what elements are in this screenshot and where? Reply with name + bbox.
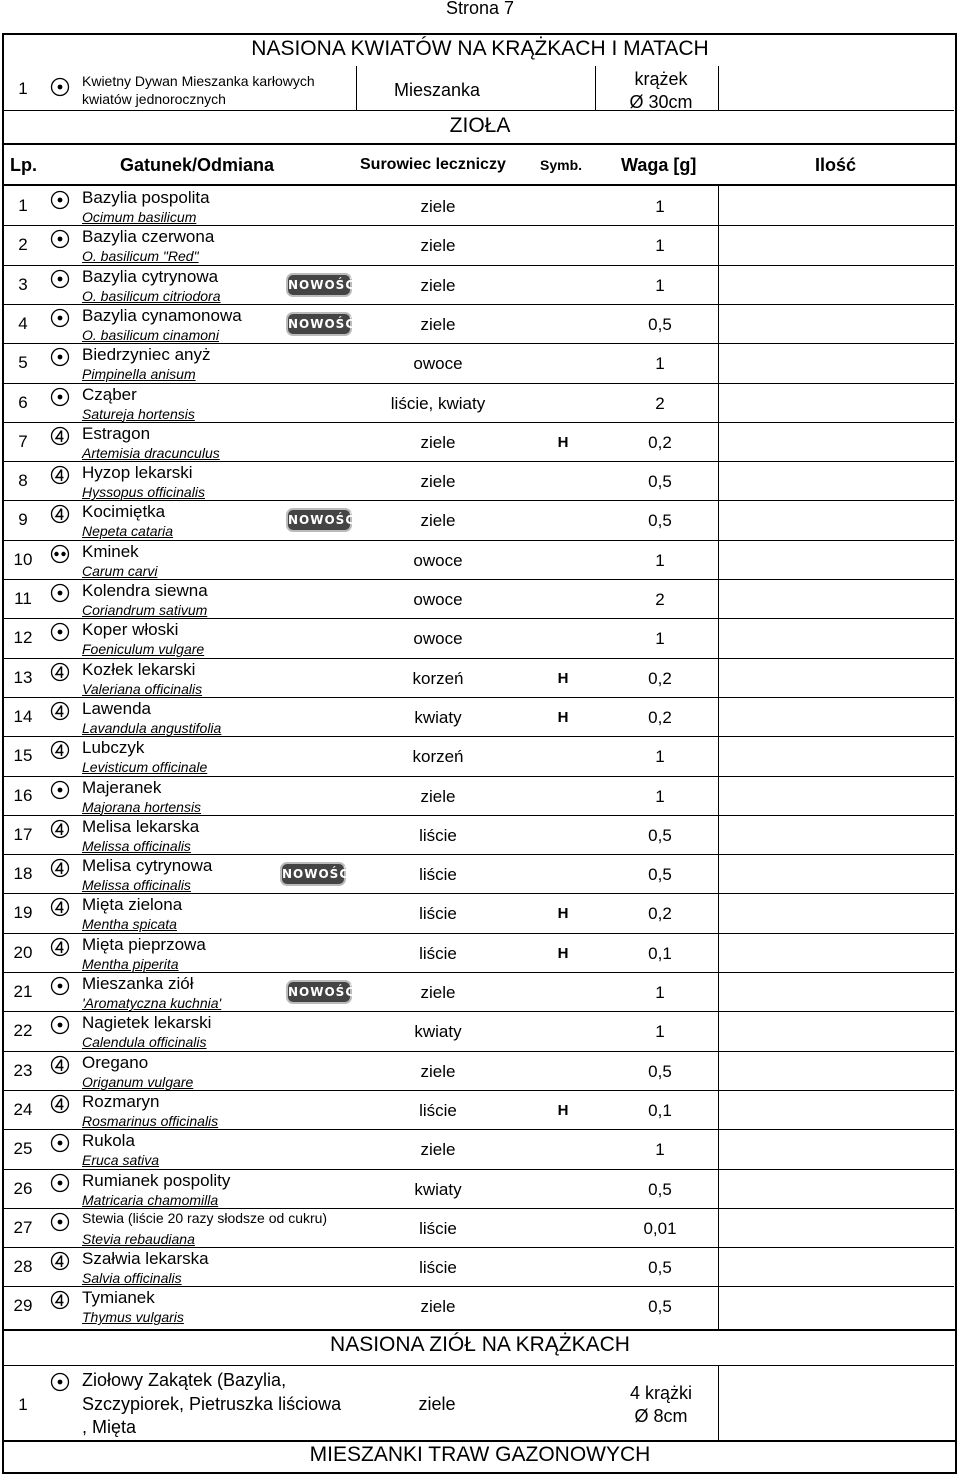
row-weight: 1: [655, 786, 665, 806]
annual-icon: [50, 387, 70, 407]
annual-icon: [50, 308, 70, 328]
row-lp: 23: [13, 1060, 33, 1080]
row-name: Lubczyk: [82, 738, 145, 758]
row-separator: [4, 383, 954, 384]
row-weight: 1: [655, 550, 665, 570]
row-weight: 1: [655, 629, 665, 649]
annual-icon: [50, 583, 70, 603]
herbs-section-title: ZIOŁA: [449, 114, 511, 137]
row-weight: 0,01: [643, 1218, 677, 1238]
row-separator: [4, 1011, 954, 1012]
new-badge: NOWOŚĆ: [286, 980, 352, 1004]
herb-discs-row-unit-line1: 4 krążki: [629, 1383, 692, 1403]
row-separator: [4, 461, 954, 462]
row-lp: 20: [13, 942, 33, 962]
annual-icon: [50, 190, 70, 210]
row-separator: [4, 1129, 954, 1130]
row-lp: 8: [18, 471, 28, 491]
row-lp: 2: [18, 235, 28, 255]
row-latin: Thymus vulgaris: [82, 1309, 184, 1326]
row-weight: 0,2: [648, 668, 672, 688]
herb-table-divider-left: [718, 186, 719, 1329]
flowers-divider-1: [356, 66, 357, 110]
row-weight: 1: [655, 1022, 665, 1042]
row-separator: [4, 815, 954, 816]
row-symb: H: [557, 944, 569, 962]
row-symb: H: [557, 905, 569, 923]
row-separator: [4, 265, 954, 266]
annual-icon: [50, 1173, 70, 1193]
row-latin: Valeriana officinalis: [82, 680, 203, 697]
row-part: ziele: [420, 786, 456, 806]
row-part: ziele: [420, 197, 456, 216]
row-weight: 0,5: [648, 472, 672, 492]
biennial-icon: [50, 544, 70, 564]
row-name: Oregano: [82, 1052, 149, 1072]
flowers-section-title: NASIONA KWIATÓW NA KRĄŻKACH I MATACH: [251, 37, 709, 60]
row-weight: 1: [655, 275, 665, 295]
row-lp: 15: [13, 746, 33, 766]
row-separator: [4, 972, 954, 973]
row-separator: [4, 933, 954, 934]
row-latin: Stevia rebaudiana: [82, 1230, 195, 1247]
herb-discs-row-unit: [596, 1382, 726, 1428]
row-separator: [4, 697, 954, 698]
row-name: Kminek: [82, 541, 139, 561]
row-part: owoce: [413, 550, 463, 570]
new-badge: NOWOŚĆ: [280, 862, 346, 886]
annual-icon: [50, 1015, 70, 1035]
row-name: Mięta zielona: [82, 895, 183, 915]
row-separator: [4, 893, 954, 894]
header-surowiec: Surowiec leczniczy: [360, 156, 506, 173]
annual-icon: [50, 347, 70, 367]
perennial-icon: [50, 1094, 70, 1114]
row-part: owoce: [413, 354, 463, 374]
annual-icon: [50, 229, 70, 249]
row-lp: 13: [13, 667, 33, 687]
row-lp: 6: [18, 392, 28, 412]
annual-icon: [50, 1372, 70, 1392]
page-number: Strona 7: [445, 0, 515, 18]
herb-discs-row-lp: 1: [18, 1395, 28, 1414]
row-name: Bazylia cytrynowa: [82, 266, 219, 286]
row-latin: O. basilicum cinamoni: [82, 326, 219, 343]
perennial-icon: [50, 504, 70, 524]
row-part: liście: [419, 1218, 457, 1238]
row-weight: 0,2: [648, 707, 672, 727]
row-separator: [4, 579, 954, 580]
row-part: ziele: [420, 432, 456, 452]
header-ilosc: Ilość: [815, 155, 857, 175]
row-part: kwiaty: [414, 707, 462, 727]
row-latin: Salvia officinalis: [82, 1270, 182, 1287]
herb-discs-row-part: ziele: [418, 1394, 456, 1414]
row-name: Lawenda: [82, 698, 152, 718]
row-part: ziele: [420, 314, 456, 334]
row-lp: 18: [13, 864, 33, 884]
perennial-icon: [50, 819, 70, 839]
perennial-icon: [50, 858, 70, 878]
row-lp: 12: [13, 628, 33, 648]
herb-discs-section-title: NASIONA ZIÓŁ NA KRĄŻKACH: [330, 1333, 630, 1356]
row-name: Rozmaryn: [82, 1091, 160, 1111]
row-weight: 0,2: [648, 432, 672, 452]
row-name: Stewia (liście 20 razy słodsze od cukru): [82, 1209, 328, 1226]
row-symb: H: [557, 1101, 569, 1119]
row-lp: 24: [13, 1099, 33, 1119]
row-latin: Mentha spicata: [82, 916, 177, 933]
row-name: Majeranek: [82, 777, 162, 797]
annual-icon: [50, 976, 70, 996]
row-weight: 0,5: [648, 1297, 672, 1317]
perennial-icon: [50, 662, 70, 682]
header-lp: Lp.: [10, 155, 37, 175]
row-name: Cząber: [82, 384, 137, 404]
row-weight: 0,1: [648, 1100, 672, 1120]
row-latin: Pimpinella anisum: [82, 366, 196, 383]
annual-icon: [50, 77, 70, 97]
row-lp: 10: [13, 549, 33, 569]
annual-icon: [50, 1212, 70, 1232]
lawn-section-title: MIESZANKI TRAW GAZONOWYCH: [309, 1443, 651, 1466]
row-latin: Matricaria chamomilla: [82, 1191, 219, 1208]
header-gatunek: Gatunek/Odmiana: [120, 155, 275, 175]
row-latin: Foeniculum vulgare: [82, 641, 205, 658]
row-weight: 1: [655, 197, 665, 216]
row-weight: 2: [655, 393, 665, 413]
row-name: Rukola: [82, 1131, 135, 1151]
row-part: liście, kwiaty: [390, 393, 486, 413]
row-lp: 9: [18, 510, 28, 530]
row-latin: Hyssopus officinalis: [82, 484, 205, 501]
flowers-row-type: Mieszanka: [393, 80, 481, 100]
row-lp: 25: [13, 1139, 33, 1159]
row-separator: [4, 225, 954, 226]
row-part: owoce: [413, 590, 463, 609]
row-symb: H: [557, 433, 569, 451]
row-latin: Ocimum basilicum: [82, 209, 197, 225]
row-weight: 1: [655, 983, 665, 1002]
flowers-row-lp: 1: [18, 79, 28, 98]
row-part: ziele: [420, 511, 456, 531]
row-lp: 14: [13, 706, 33, 726]
row-weight: 0,5: [648, 865, 672, 885]
row-lp: 3: [18, 274, 28, 294]
herb-discs-divider: [718, 1366, 719, 1440]
row-part: ziele: [420, 236, 456, 256]
header-bottom-line: [2, 184, 957, 186]
flowers-divider-2: [595, 66, 596, 110]
row-separator: [4, 1286, 954, 1287]
herb-discs-top-line: [2, 1329, 957, 1331]
herb-discs-row-name-line1: Ziołowy Zakątek (Bazylia,: [82, 1370, 287, 1390]
header-waga: Waga [g]: [621, 155, 697, 175]
row-weight: 0,5: [648, 1061, 672, 1081]
row-weight: 2: [655, 590, 665, 609]
row-latin: Mentha piperita: [82, 955, 179, 972]
row-lp: 21: [13, 982, 33, 1001]
row-part: ziele: [420, 983, 456, 1002]
row-latin: Coriandrum sativum: [82, 602, 208, 618]
row-symb: H: [557, 708, 569, 726]
herb-discs-title-line: [4, 1365, 954, 1366]
row-part: liście: [419, 1100, 457, 1120]
herb-discs-row-name-line2: Szczypiorek, Pietruszka liściowa: [82, 1393, 342, 1414]
row-latin: O. basilicum "Red": [82, 248, 199, 265]
header-symb: Symb.: [540, 157, 583, 173]
row-weight: 0,2: [648, 904, 672, 924]
row-part: liście: [419, 943, 457, 963]
row-name: Biedrzyniec anyż: [82, 345, 211, 365]
row-latin: Artemisia dracunculus: [82, 444, 220, 461]
row-separator: [4, 1090, 954, 1091]
row-part: owoce: [413, 629, 463, 649]
row-lp: 17: [13, 824, 33, 844]
row-lp: 11: [14, 589, 32, 608]
row-weight: 1: [655, 354, 665, 374]
row-part: ziele: [420, 1140, 456, 1160]
row-lp: 7: [18, 431, 28, 451]
row-name: Kolendra siewna: [82, 581, 208, 600]
row-name: Koper włoski: [82, 620, 179, 640]
row-name: Tymianek: [82, 1288, 155, 1308]
perennial-icon: [50, 1055, 70, 1075]
row-name: Kozłek lekarski: [82, 659, 196, 679]
row-latin: Majorana hortensis: [82, 798, 202, 815]
annual-icon: [50, 780, 70, 800]
row-separator: [4, 422, 954, 423]
row-weight: 1: [655, 747, 665, 767]
row-separator: [4, 618, 954, 619]
flowers-divider-3: [718, 66, 719, 110]
row-latin: Nepeta cataria: [82, 523, 174, 540]
row-separator: [4, 343, 954, 344]
row-name: Bazylia cynamonowa: [82, 305, 242, 325]
herb-discs-row-unit-line2: Ø 8cm: [634, 1406, 688, 1426]
row-name: Szałwia lekarska: [82, 1249, 209, 1269]
row-separator: [4, 854, 954, 855]
row-weight: 0,5: [648, 314, 672, 334]
herb-discs-row-name-line3: , Mięta: [82, 1417, 137, 1437]
row-lp: 29: [13, 1296, 33, 1316]
row-name: Estragon: [82, 423, 151, 443]
row-latin: Calendula officinalis: [82, 1034, 207, 1051]
row-separator: [4, 1169, 954, 1170]
row-weight: 1: [655, 236, 665, 256]
herb-discs-row-name: [82, 1369, 341, 1440]
new-badge: NOWOŚĆ: [286, 273, 352, 297]
perennial-icon: [50, 465, 70, 485]
row-part: ziele: [420, 1297, 456, 1317]
new-badge: NOWOŚĆ: [286, 312, 352, 336]
flowers-row-name-line2: kwiatów jednorocznych: [82, 91, 226, 107]
annual-icon: [50, 269, 70, 289]
row-part: liście: [419, 904, 457, 924]
perennial-icon: [50, 897, 70, 917]
row-part: liście: [419, 865, 457, 885]
row-part: korzeń: [412, 747, 464, 767]
annual-icon: [50, 1133, 70, 1153]
herbs-title-bottom-line: [2, 143, 957, 145]
row-part: kwiaty: [414, 1022, 462, 1042]
row-separator: [4, 1247, 954, 1248]
row-lp: 26: [13, 1178, 33, 1198]
row-lp: 4: [18, 313, 28, 333]
perennial-icon: [50, 1290, 70, 1310]
row-separator: [4, 776, 954, 777]
row-latin: Eruca sativa: [82, 1152, 160, 1169]
flowers-row-unit-line1: krążek: [634, 69, 688, 89]
row-symb: H: [557, 669, 569, 687]
row-lp: 16: [13, 785, 33, 805]
row-lp: 1: [18, 196, 28, 215]
row-separator: [4, 658, 954, 659]
row-separator: [4, 500, 954, 501]
row-part: liście: [419, 1258, 457, 1278]
row-latin: Rosmarinus officinalis: [82, 1112, 219, 1129]
row-lp: 27: [13, 1217, 33, 1237]
flowers-row-name-line1: Kwietny Dywan Mieszanka karłowych: [82, 73, 315, 89]
row-name: Melisa lekarska: [82, 816, 200, 836]
row-weight: 0,5: [648, 1179, 672, 1199]
perennial-icon: [50, 1251, 70, 1271]
row-part: ziele: [420, 275, 456, 295]
new-badge: NOWOŚĆ: [286, 508, 352, 532]
row-latin: O. basilicum citriodora: [82, 287, 221, 304]
row-latin: Levisticum officinale: [82, 759, 208, 776]
row-name: Rumianek pospolity: [82, 1170, 231, 1190]
row-separator: [4, 304, 954, 305]
row-separator: [4, 736, 954, 737]
row-part: liście: [419, 825, 457, 845]
row-latin: Carum carvi: [82, 562, 158, 579]
row-separator: [4, 1208, 954, 1209]
row-weight: 0,5: [648, 1258, 672, 1278]
perennial-icon: [50, 426, 70, 446]
flowers-row-unit: [596, 68, 726, 114]
row-weight: 0,1: [648, 943, 672, 963]
row-lp: 5: [18, 353, 28, 373]
row-latin: Origanum vulgare: [82, 1073, 194, 1090]
row-lp: 28: [13, 1257, 33, 1277]
row-name: Melisa cytrynowa: [82, 856, 213, 876]
row-name: Kocimiętka: [82, 502, 166, 522]
row-lp: 22: [13, 1021, 33, 1041]
flowers-row-bottom-line: [4, 110, 954, 111]
lawn-top-line: [2, 1440, 957, 1442]
row-name: Bazylia czerwona: [82, 227, 215, 247]
perennial-icon: [50, 937, 70, 957]
row-separator: [4, 1051, 954, 1052]
row-latin: Satureja hortensis: [82, 405, 195, 422]
flowers-row-unit-line2: Ø 30cm: [629, 92, 693, 112]
row-part: ziele: [420, 1061, 456, 1081]
row-part: ziele: [420, 472, 456, 492]
flowers-row-name: [82, 72, 315, 108]
row-weight: 1: [655, 1140, 665, 1160]
row-latin: Melissa officinalis: [82, 877, 191, 894]
row-name: Mieszanka ziół: [82, 974, 194, 993]
row-name: Hyzop lekarski: [82, 463, 193, 483]
row-latin: 'Aromatyczna kuchnia': [82, 995, 222, 1011]
annual-icon: [50, 622, 70, 642]
row-part: korzeń: [412, 668, 464, 688]
row-separator: [4, 540, 954, 541]
row-lp: 19: [13, 903, 33, 923]
row-name: Mięta pieprzowa: [82, 934, 206, 954]
row-latin: Melissa officinalis: [82, 837, 191, 854]
row-latin: Lavandula angustifolia: [82, 719, 222, 736]
row-name: Nagietek lekarski: [82, 1013, 212, 1033]
row-part: kwiaty: [414, 1179, 462, 1199]
row-name: Bazylia pospolita: [82, 188, 210, 207]
perennial-icon: [50, 701, 70, 721]
row-weight: 0,5: [648, 511, 672, 531]
row-weight: 0,5: [648, 825, 672, 845]
perennial-icon: [50, 740, 70, 760]
